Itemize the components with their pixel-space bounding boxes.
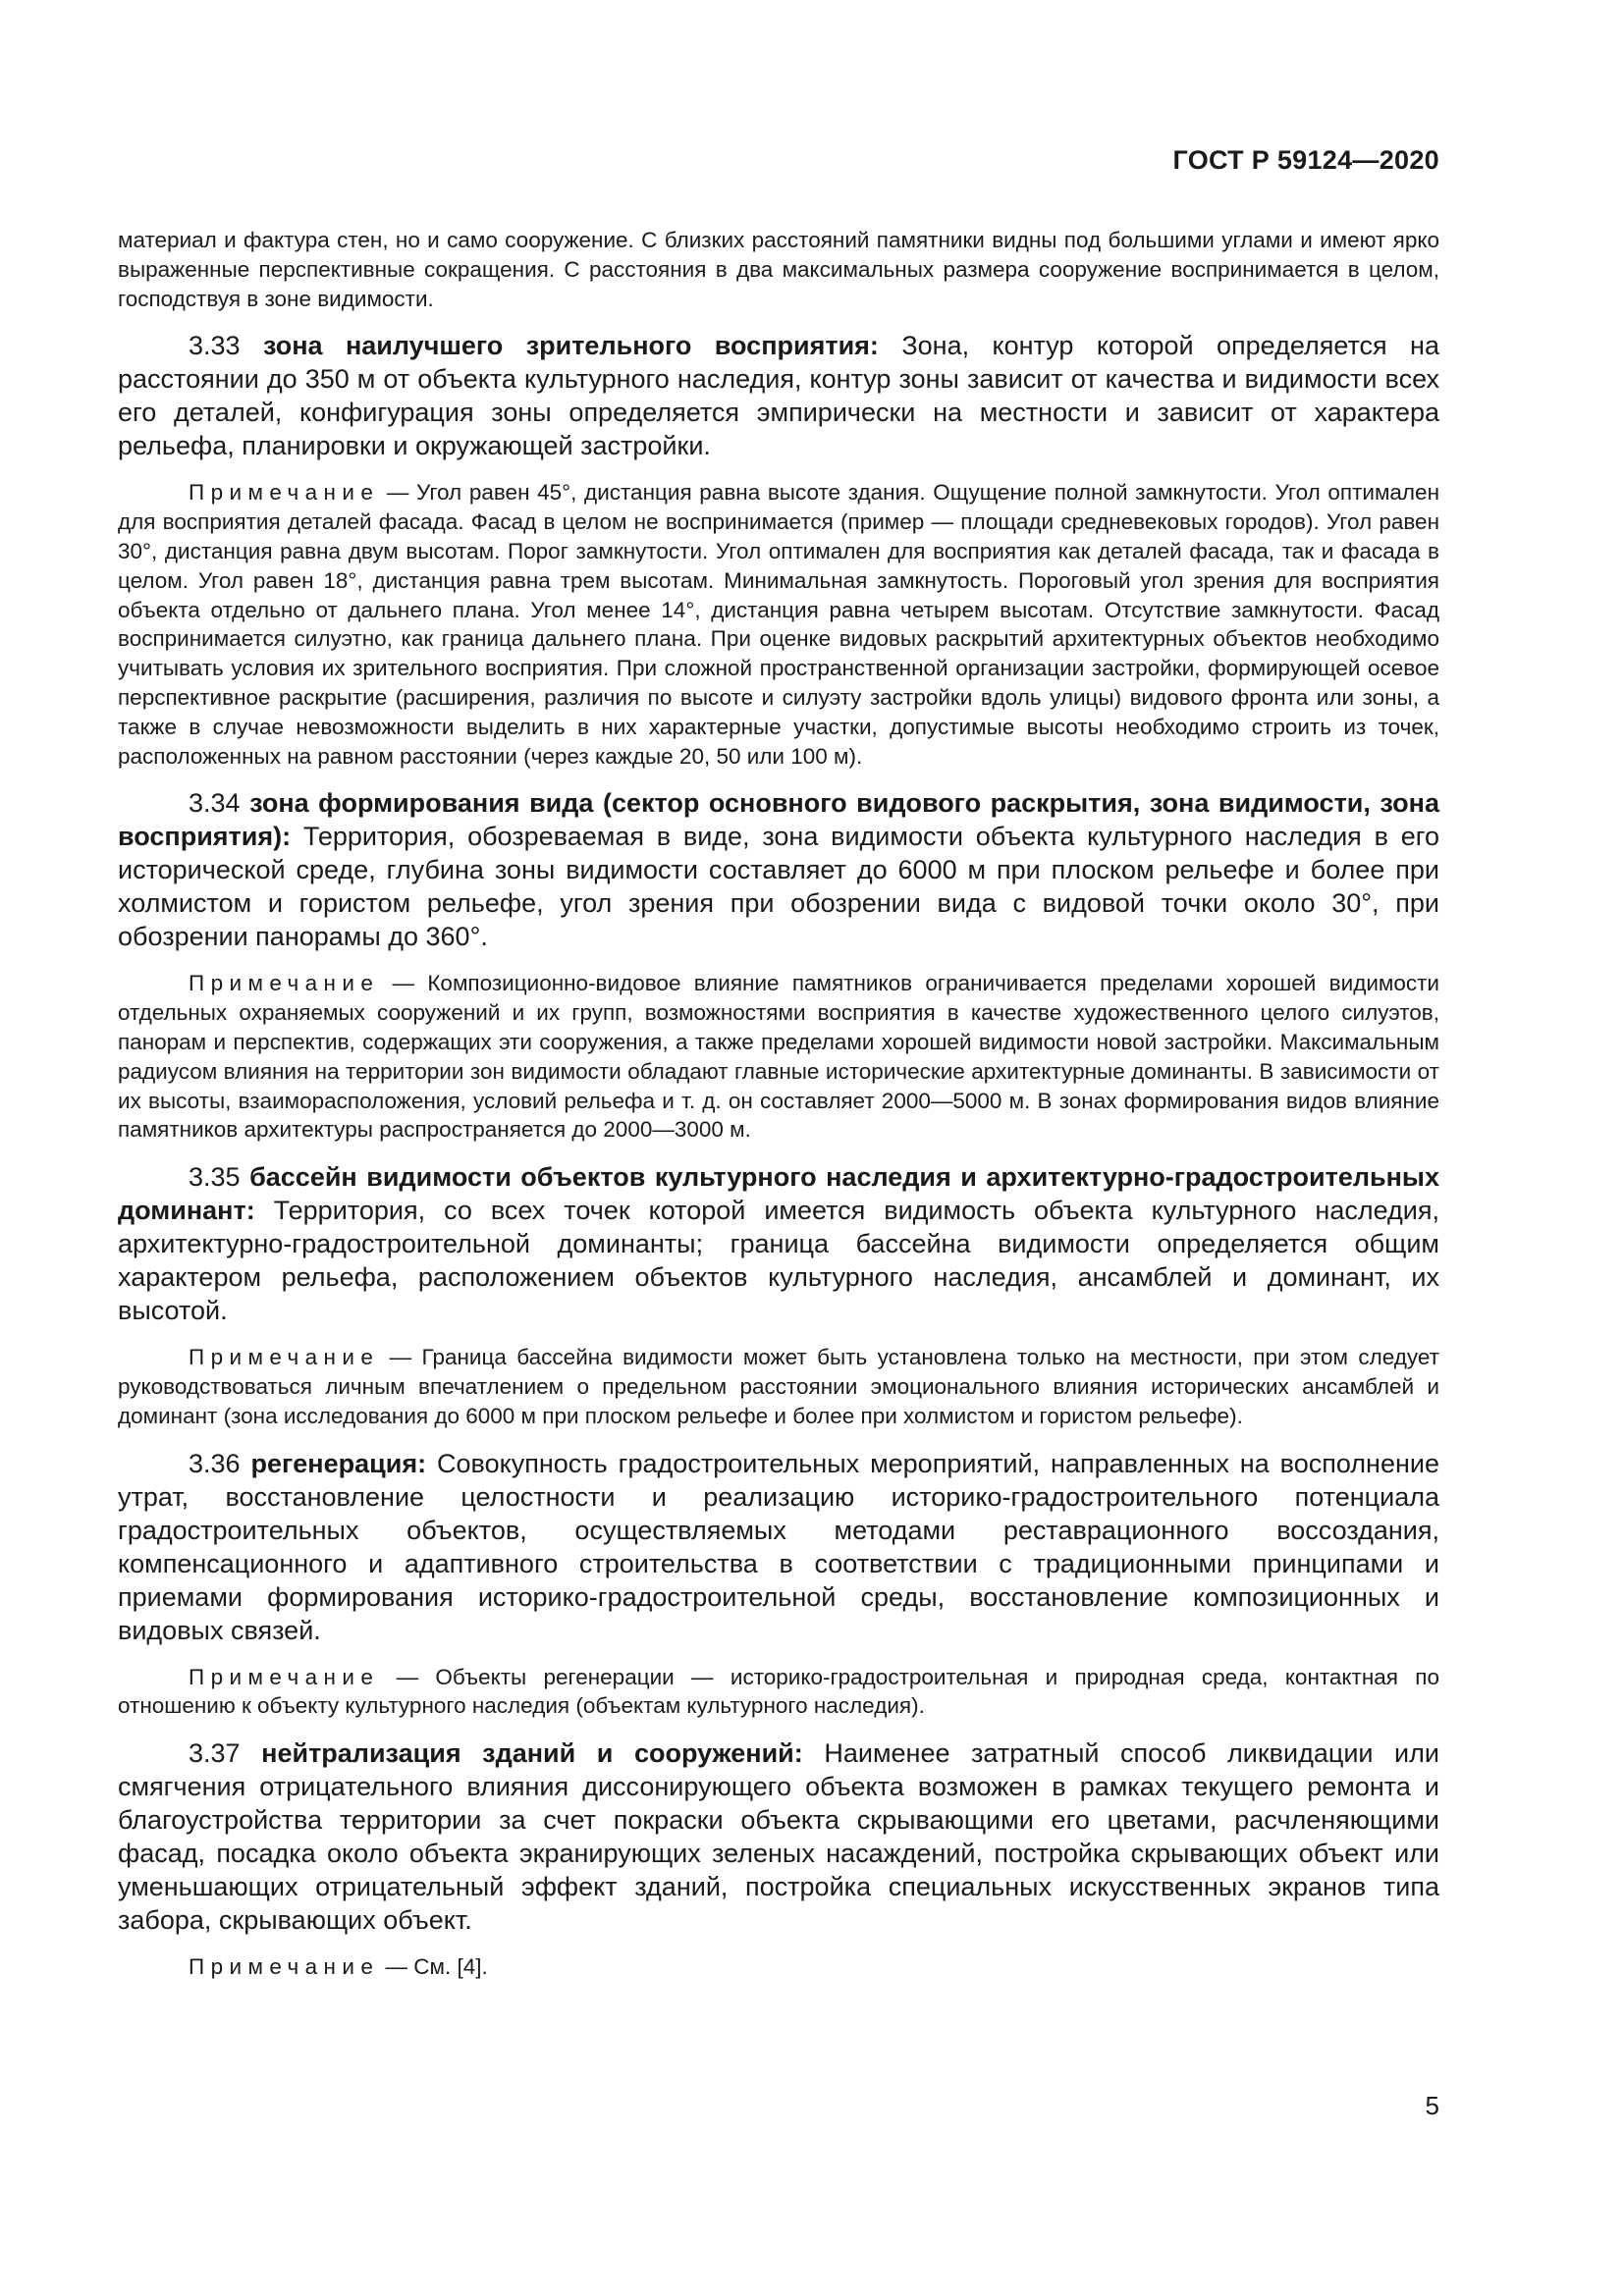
note-label: Примечание: [189, 1954, 380, 1980]
intro-paragraph: материал и фактура стен, но и само сооружение. С близких расстояний памятники видны под большими углами и имеют ярко выраженные перспективные сокращения. С расстояния в два максимальных размера сооружение воспринимается в целом, господствуя в зоне видимости.: [118, 228, 1439, 311]
term-definition: Территория, обозреваемая в виде, зона видимости объекта культурного наследия в его исторической среде, глубина зоны видимости составляет до 6000 м при плоском рельефе и более при холмистом и гористом рельефе, угол зрения при обозрении вида с видовой точки около 30°, при обозрении панорамы до 360°.: [118, 822, 1439, 952]
note-3-33: [118, 478, 1439, 771]
term-definition: Зона, контур которой определяется на расстоянии до 350 м от объекта культурного наследия, контур зоны зависит от качества и видимости всех его деталей, конфигурация зоны определяется эмпирически на местности и зависит от характера рельефа, планировки и окружающей застройки.: [118, 331, 1439, 461]
note-label: Примечание: [189, 480, 380, 506]
note-text: — Угол равен 45°, дистанция равна высоте здания. Ощущение полной замкнутости. Угол оптимален для восприятия деталей фасада. Фасад в целом не воспринимается (пример — площади средневековых городов). Угол равен 30°, дистанция равна двум высотам. Порог замкнутости. Угол оптимален для восприятия как деталей фасада, так и фасада в целом. Угол равен 18°, дистанция равна трем высотам. Минимальная замкнутость. Пороговый угол зрения для восприятия объекта отдельно от дальнего плана. Угол менее 14°, дистанция равна четырем высотам. Отсутствие замкнутости. Фасад воспринимается силуэтно, как граница дальнего плана. При оценке видовых раскрытий архитектурных объектов необходимо учитывать условия их зрительного восприятия. При сложной пространственной организации застройки, формирующей осевое перспективное раскрытие (расширения, различия по высоте и силуэту застройки вдоль улицы) видового фронта или зоны, а также в случае невозможности выделить в них характерные участки, допустимые высоты необходимо строить из точек, расположенных на равном расстоянии (через каждые 20, 50 или 100 м).: [118, 480, 1439, 769]
note-text: — Композиционно-видовое влияние памятников ограничивается пределами хорошей видимости отдельных охраняемых сооружений и их групп, возможностями восприятия в качестве художественного целого силуэтов, панорам и перспектив, содержащих эти сооружения, а также пределами хорошей видимости новой застройки. Максимальным радиусом влияния на территории зон видимости обладают главные исторические архитектурные доминанты. В зависимости от их высоты, взаиморасположения, условий рельефа и т. д. он составляет 2000—5000 м. В зонах формирования видов влияние памятников архитектуры распространяется до 2000—3000 м.: [118, 971, 1439, 1143]
note-3-35: [118, 1343, 1439, 1430]
term-3-37: [118, 1736, 1439, 1937]
term-3-33: [118, 329, 1439, 462]
term-definition: Наименее затратный способ ликвидации или смягчения отрицательного влияния диссонирующего объекта возможен в рамках текущего ремонта и благоустройства территории за счет покраски объекта скрывающими его цветами, расчленяющими фасад, посадка около объекта экранирующих зеленых насаждений, постройка скрывающих объект или уменьшающих отрицательный эффект зданий, постройка специальных искусственных экранов типа забора, скрывающих объект.: [118, 1738, 1439, 1936]
note-3-36: [118, 1663, 1439, 1722]
note-3-37: [118, 1952, 1439, 1982]
term-number: 3.37: [189, 1738, 241, 1769]
term-number: 3.34: [189, 788, 241, 819]
note-3-34: [118, 969, 1439, 1145]
term-3-35: [118, 1160, 1439, 1327]
note-label: Примечание: [189, 971, 380, 996]
term-number: 3.33: [189, 331, 241, 361]
term-name: зона формирования вида (сектор основного видового раскрытия, зона видимости, зона восприятия):: [118, 788, 1439, 852]
term-name: регенерация:: [250, 1448, 427, 1478]
term-name: бассейн видимости объектов культурного наследия и архитектурно-градостроительных доминант:: [118, 1162, 1439, 1226]
term-number: 3.35: [189, 1162, 241, 1193]
note-text: — Граница бассейна видимости может быть установлена только на местности, при этом следует руководствоваться личным впечатлением о предельном расстоянии эмоционального влияния исторических ансамблей и доминант (зона исследования до 6000 м при плоском рельефе и более при холмистом и гористом рельефе).: [118, 1345, 1439, 1428]
term-3-34: [118, 786, 1439, 953]
page-number: 5: [1425, 2091, 1439, 2120]
document-body: [118, 226, 1439, 1982]
document-code-header: ГОСТ Р 59124—2020: [1172, 145, 1439, 175]
term-definition: Территория, со всех точек которой имеется видимость объекта культурного наследия, архитектурно-градостроительной доминанты; граница бассейна видимости определяется общим характером рельефа, расположением объектов культурного наследия, ансамблей и доминант, их высотой.: [118, 1196, 1439, 1326]
term-3-36: [118, 1447, 1439, 1647]
note-label: Примечание: [189, 1345, 380, 1370]
term-name: зона наилучшего зрительного восприятия:: [262, 331, 879, 361]
term-definition: Совокупность градостроительных мероприятий, направленных на восполнение утрат, восстановление целостности и реализацию историко-градостроительного потенциала градостроительных объектов, осуществляемых методами реставрационного воссоздания, компенсационного и адаптивного строительства в соответствии с традиционными принципами и приемами формирования историко-градостроительной среды, восстановление композиционных и видовых связей.: [118, 1448, 1439, 1645]
note-text: — Объекты регенерации — историко-градостроительная и природная среда, контактная по отношению к объекту культурного наследия (объектам культурного наследия).: [118, 1664, 1439, 1719]
note-text: — См. [4].: [385, 1954, 488, 1980]
note-label: Примечание: [189, 1664, 380, 1689]
term-name: нейтрализация зданий и сооружений:: [261, 1738, 803, 1769]
term-number: 3.36: [189, 1448, 241, 1478]
